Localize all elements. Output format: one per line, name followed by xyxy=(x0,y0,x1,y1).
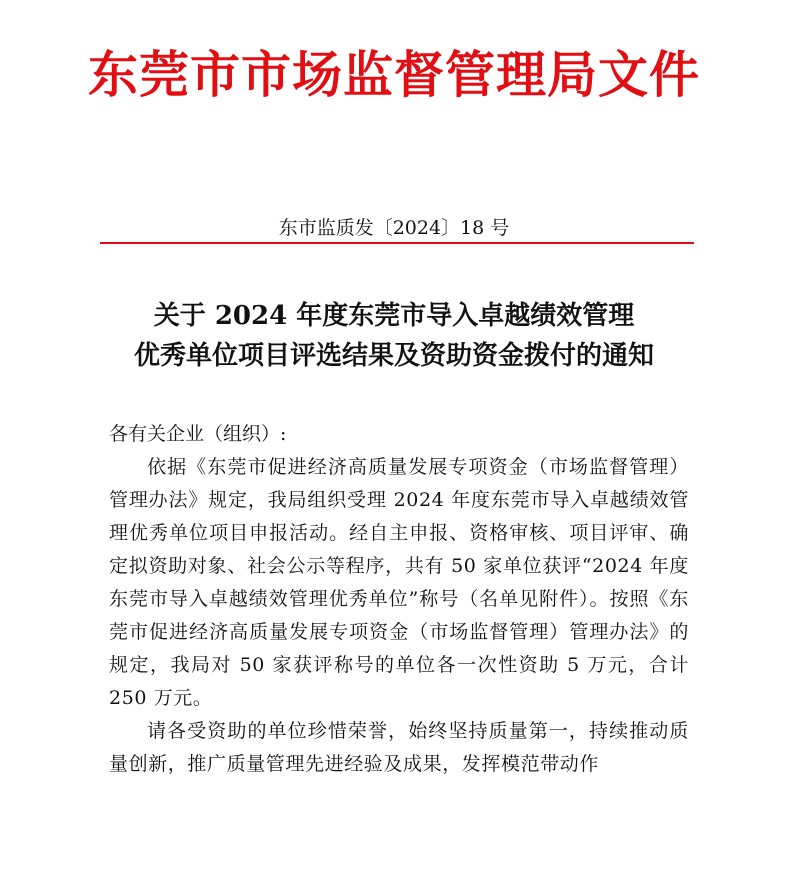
agency-header-title: 东莞市市场监督管理局文件 xyxy=(88,45,700,104)
notice-body xyxy=(109,418,689,781)
notice-title xyxy=(0,296,788,376)
document-number: 东市监质发〔2024〕18 号 xyxy=(278,217,510,239)
salutation: 各有关企业（组织）: xyxy=(109,423,287,445)
body-paragraph-1: 依据《东莞市促进经济高质量发展专项资金（市场监督管理）管理办法》规定，我局组织受理 2024 年度东莞市导入卓越绩效管理优秀单位项目申报活动。经自主申报、资格审核、项目评审、确定拟资助对象、社会公示等程序，共有 50 家单位获评“2024 年度东莞市导入卓越绩效管理优秀单位”称号（名单见附件）。按照《东莞市促进经济高质量发展专项资金（市场监督管理）管理办法》的规定，我局对 50 家获评称号的单位各一次性资助 5 万元，合计 250 万元。 xyxy=(109,456,689,709)
notice-title-line-1: 关于 2024 年度东莞市导入卓越绩效管理 xyxy=(153,301,635,331)
body-paragraph-2: 请各受资助的单位珍惜荣誉，始终坚持质量第一，持续推动质量创新，推广质量管理先进经验及成果，发挥模范带动作 xyxy=(109,720,689,775)
red-divider-line xyxy=(100,242,694,244)
notice-title-line-2: 优秀单位项目评选结果及资助资金拨付的通知 xyxy=(133,341,654,371)
